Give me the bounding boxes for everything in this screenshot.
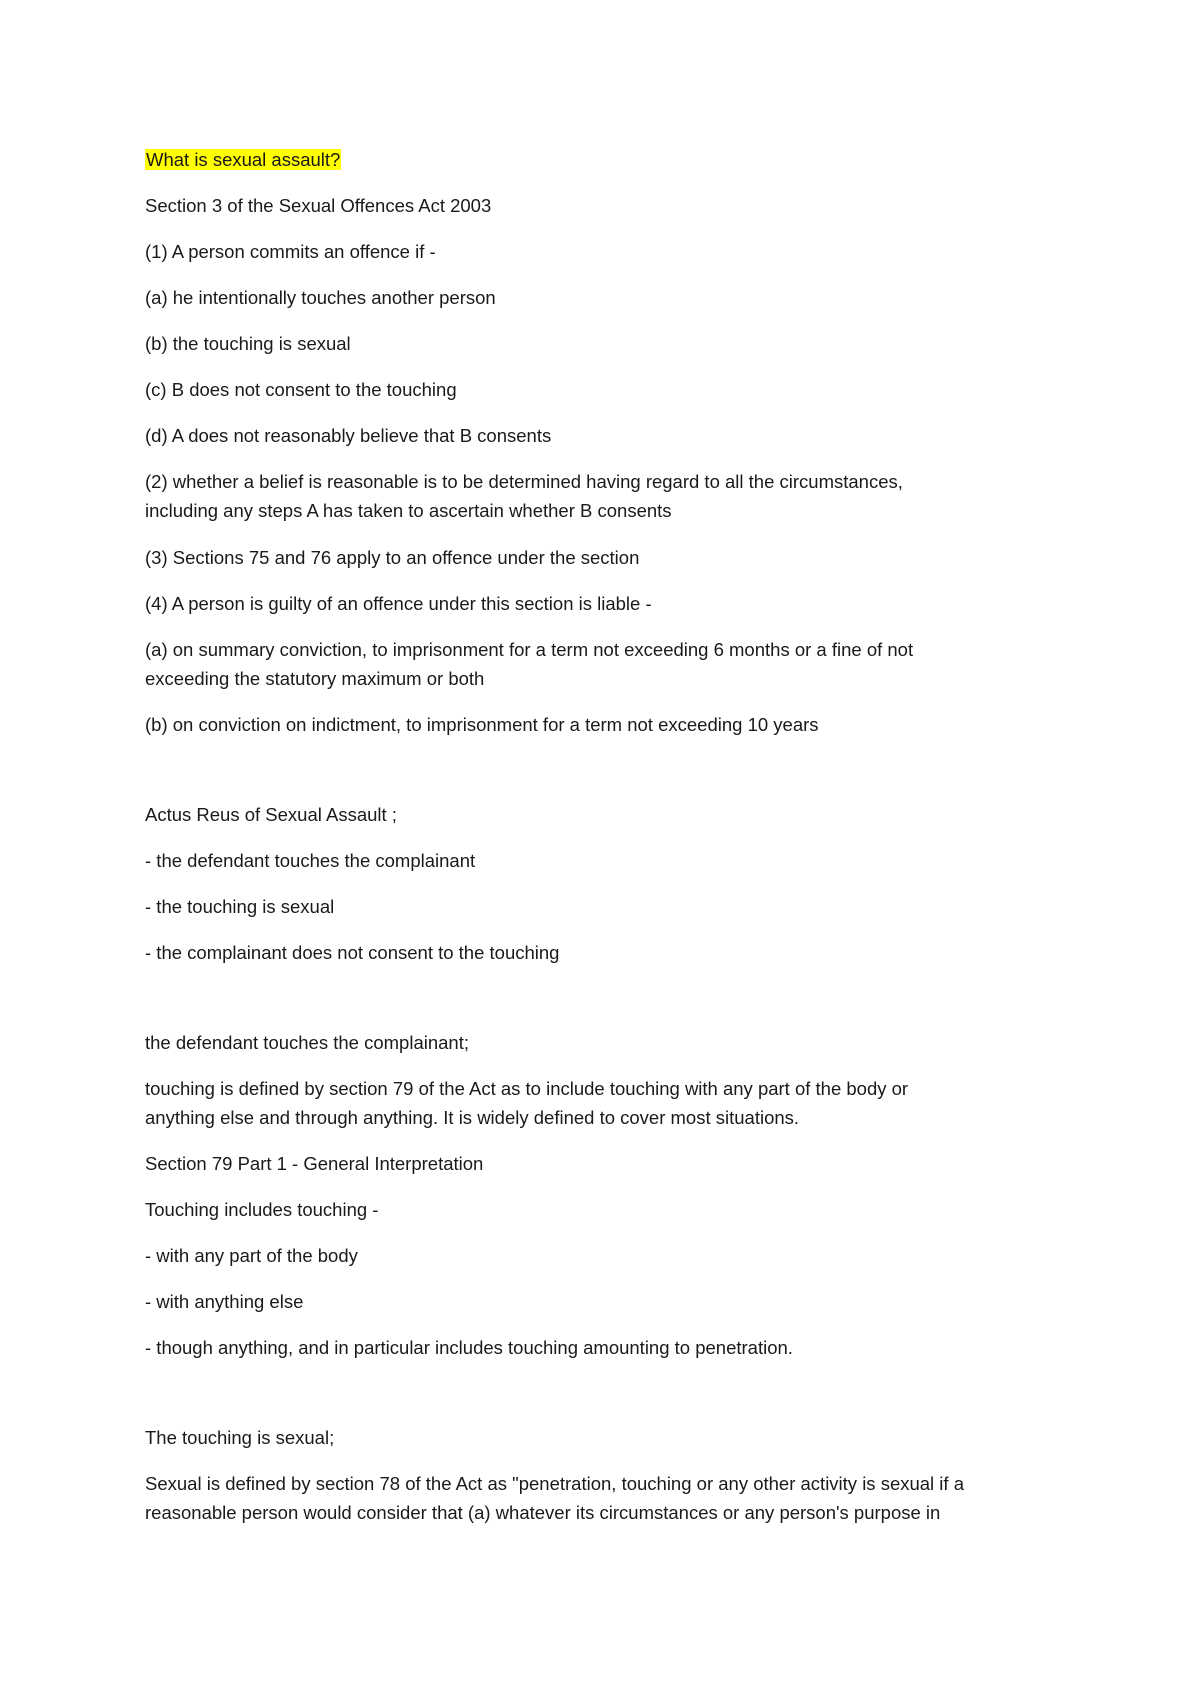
- sexual-title: The touching is sexual;: [145, 1427, 335, 1448]
- section3-subsection-2-line1: (2) whether a belief is reasonable is to be determined having regard to all the circumstances,: [145, 471, 903, 492]
- touching-item: - though anything, and in particular includes touching amounting to penetration.: [145, 1337, 793, 1358]
- actus-reus-item: - the defendant touches the complainant: [145, 850, 476, 871]
- section3-item-d: (d) A does not reasonably believe that B consents: [145, 425, 552, 446]
- touching-includes: Touching includes touching -: [145, 1199, 379, 1220]
- touching-definition-line2: anything else and through anything. It is widely defined to cover most situations.: [145, 1107, 800, 1128]
- actus-reus-item: - the touching is sexual: [145, 896, 335, 917]
- section3-item-4a-line1: (a) on summary conviction, to imprisonment for a term not exceeding 6 months or a fine of not: [145, 639, 914, 660]
- section3-item-4a-line2: exceeding the statutory maximum or both: [145, 668, 485, 689]
- document-heading: [145, 145, 1065, 174]
- touching-item: - with any part of the body: [145, 1245, 358, 1266]
- touching-item: - with anything else: [145, 1291, 304, 1312]
- sexual-definition-line2: reasonable person would consider that (a) whatever its circumstances or any person's purpose in: [145, 1502, 941, 1523]
- heading-highlight: What is sexual assault?: [146, 149, 341, 170]
- section3-item-a: (a) he intentionally touches another person: [145, 287, 496, 308]
- actus-reus-title: Actus Reus of Sexual Assault ;: [145, 804, 397, 825]
- section79-title: Section 79 Part 1 - General Interpretation: [145, 1153, 484, 1174]
- section3-subsection-4: (4) A person is guilty of an offence under this section is liable -: [145, 593, 652, 614]
- section3-title: Section 3 of the Sexual Offences Act 2003: [145, 195, 492, 216]
- section3-subsection-2-line2: including any steps A has taken to ascertain whether B consents: [145, 500, 672, 521]
- touching-title: the defendant touches the complainant;: [145, 1032, 469, 1053]
- section3-item-4b: (b) on conviction on indictment, to imprisonment for a term not exceeding 10 years: [145, 714, 819, 735]
- section3-item-b: (b) the touching is sexual: [145, 333, 351, 354]
- section3-item-c: (c) B does not consent to the touching: [145, 379, 457, 400]
- actus-reus-item: - the complainant does not consent to the touching: [145, 942, 560, 963]
- section3-subsection-3: (3) Sections 75 and 76 apply to an offence under the section: [145, 547, 640, 568]
- touching-definition-line1: touching is defined by section 79 of the Act as to include touching with any part of the body or: [145, 1078, 909, 1099]
- sexual-definition-line1: Sexual is defined by section 78 of the Act as "penetration, touching or any other activity is sexual if a: [145, 1473, 964, 1494]
- section3-subsection-1: (1) A person commits an offence if -: [145, 241, 436, 262]
